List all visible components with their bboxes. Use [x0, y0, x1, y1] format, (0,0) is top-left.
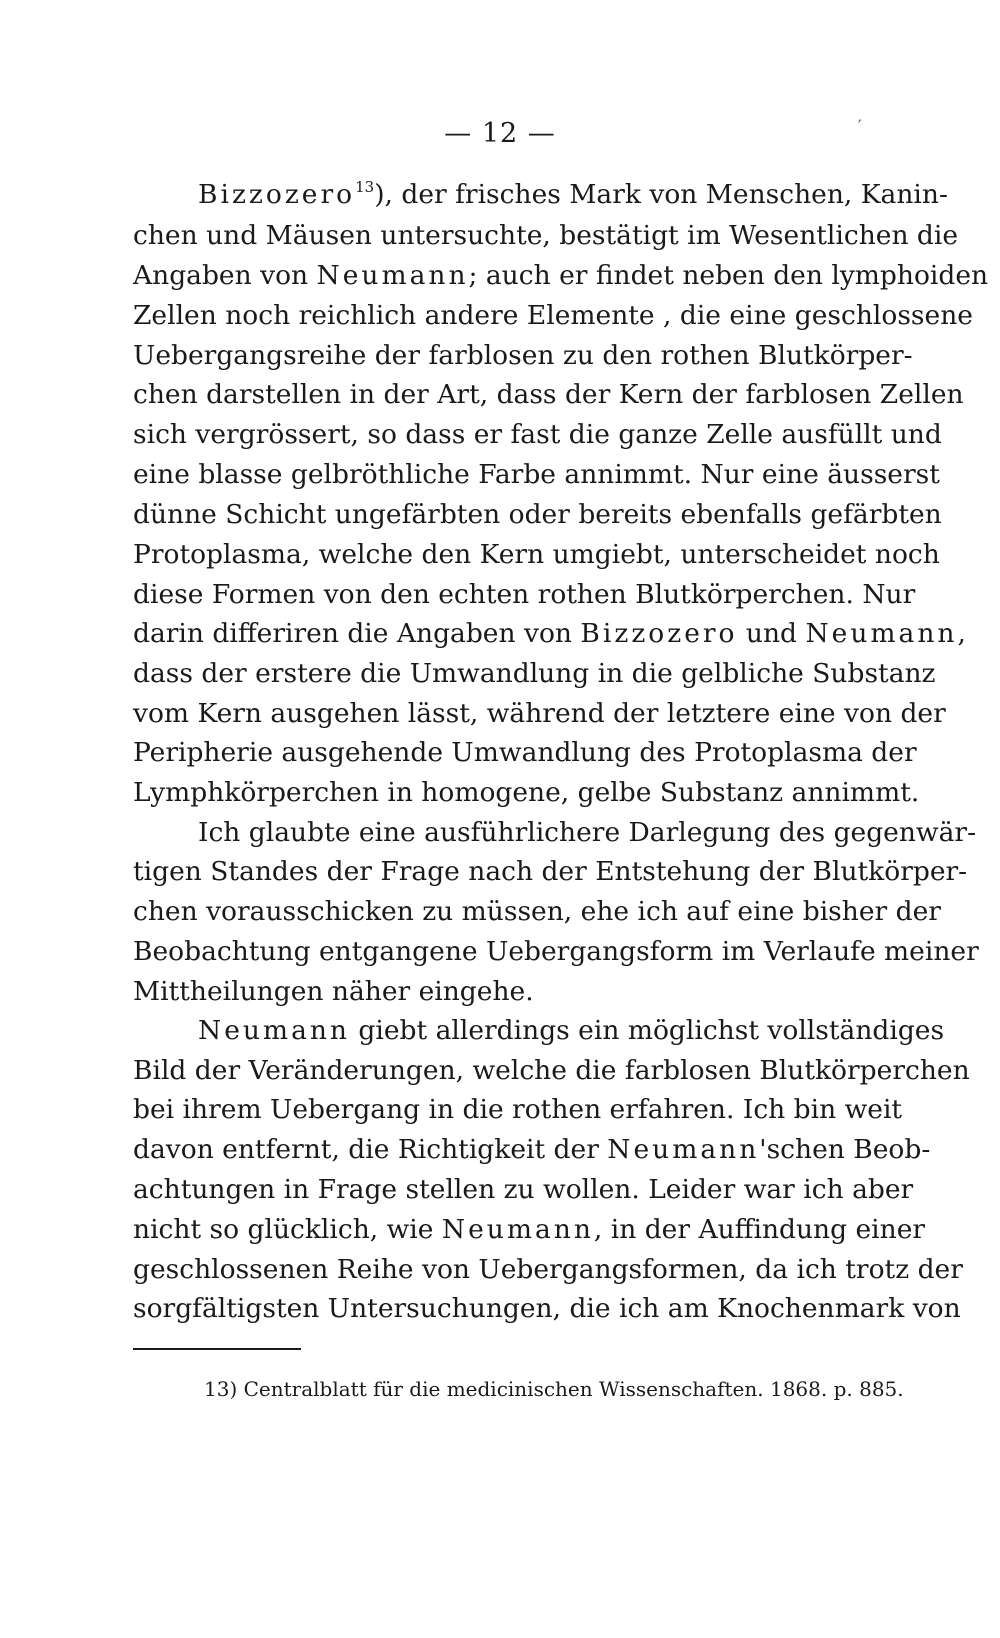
text-line [133, 336, 913, 376]
text-segment: und [737, 618, 806, 649]
spaced-name: Bizzozero [580, 618, 738, 649]
text-segment: chen darstellen in der Art, dass der Kern der farblosen Zellen [133, 379, 964, 410]
text-segment: , [957, 618, 966, 649]
text-segment: eine blasse gelbröthliche Farbe annimmt. Nur eine äusserst [133, 459, 940, 490]
text-segment: Bild der Veränderungen, welche die farblosen Blutkörperchen [133, 1055, 970, 1086]
text-segment: achtungen in Frage stellen zu wollen. Leider war ich aber [133, 1174, 914, 1205]
spaced-name: Neumann [805, 618, 958, 649]
text-line [133, 256, 989, 296]
text-segment: dass der erstere die Umwandlung in die gelbliche Substanz [133, 658, 936, 689]
text-segment: , in der Auffindung einer [593, 1214, 926, 1245]
text-line [133, 535, 940, 575]
text-segment: diese Formen von den echten rothen Blutkörperchen. Nur [133, 579, 916, 610]
text-line [133, 1289, 961, 1329]
text-segment: tigen Standes der Frage nach der Entstehung der Blutkörper- [133, 856, 968, 887]
text-line [133, 1210, 926, 1250]
text-segment: Peripherie ausgehende Umwandlung des Protoplasma der [133, 737, 917, 768]
text-segment: vom Kern ausgehen lässt, während der letztere eine von der [133, 698, 946, 729]
text-segment: Ich glaubte eine ausführlichere Darlegung des gegenwär- [198, 817, 977, 848]
text-line [198, 813, 977, 853]
text-segment: ), der frisches Mark von Menschen, Kanin- [374, 179, 948, 210]
stray-mark: ′ [858, 116, 862, 135]
text-line [133, 654, 936, 694]
text-line [133, 892, 941, 932]
spaced-name: Neumann [607, 1134, 760, 1165]
text-segment: ; auch er findet neben den lymphoiden [468, 260, 989, 291]
text-segment: Angaben von [133, 260, 317, 291]
text-line [133, 455, 940, 495]
text-segment: Beobachtung entgangene Uebergangsform im Verlaufe meiner [133, 936, 979, 967]
text-segment: Uebergangsreihe der farblosen zu den rothen Blutkörper- [133, 340, 913, 371]
spaced-name: Neumann [441, 1214, 594, 1245]
footnote-reference: 13 [355, 178, 375, 196]
spaced-name: Bizzozero [198, 179, 356, 210]
text-line [133, 415, 942, 455]
text-line [198, 1011, 945, 1051]
text-segment: chen und Mäusen untersuchte, bestätigt im Wesentlichen die [133, 220, 959, 251]
text-line [133, 852, 968, 892]
text-segment: Zellen noch reichlich andere Elemente , die eine geschlossene [133, 300, 973, 331]
text-line [133, 575, 916, 615]
text-line [133, 614, 966, 654]
text-segment: geschlossenen Reihe von Uebergangsformen, da ich trotz der [133, 1254, 963, 1285]
text-segment: davon entfernt, die Richtigkeit der [133, 1134, 608, 1165]
text-line [133, 694, 946, 734]
text-line [133, 1130, 931, 1170]
text-line [133, 375, 964, 415]
text-line [133, 773, 920, 813]
text-segment: Protoplasma, welche den Kern umgiebt, unterscheidet noch [133, 539, 940, 570]
text-line [133, 932, 979, 972]
text-line [133, 495, 942, 535]
text-line [133, 733, 917, 773]
text-line [133, 296, 973, 336]
text-segment: 'schen Beob- [759, 1134, 931, 1165]
text-segment: nicht so glücklich, wie [133, 1214, 442, 1245]
text-line [133, 1090, 903, 1130]
spaced-name: Neumann [198, 1015, 350, 1046]
text-line [133, 216, 959, 256]
text-line [198, 175, 948, 215]
text-segment: Lymphkörperchen in homogene, gelbe Substanz annimmt. [133, 777, 920, 808]
text-segment: darin differiren die Angaben von [133, 618, 581, 649]
footnote-rule [133, 1348, 301, 1350]
text-segment: chen vorausschicken zu müssen, ehe ich auf eine bisher der [133, 896, 941, 927]
footnote: 13) Centralblatt für die medicinischen Wissenschaften. 1868. p. 885. [204, 1377, 904, 1401]
text-segment: sich vergrössert, so dass er fast die ganze Zelle ausfüllt und [133, 419, 942, 450]
page-number: — 12 — [444, 118, 556, 149]
text-segment: sorgfältigsten Untersuchungen, die ich am Knochenmark von [133, 1293, 961, 1324]
text-line [133, 972, 877, 1012]
text-segment: dünne Schicht ungefärbten oder bereits ebenfalls gefärbten [133, 499, 942, 530]
spaced-name: Neumann [316, 260, 469, 291]
text-segment: giebt allerdings ein möglichst vollständiges [350, 1015, 945, 1046]
text-line [133, 1250, 963, 1290]
text-line [133, 1051, 970, 1091]
text-line [133, 1170, 914, 1210]
text-segment: bei ihrem Uebergang in die rothen erfahren. Ich bin weit [133, 1094, 903, 1125]
text-segment: Mittheilungen näher eingehe. [133, 976, 534, 1007]
